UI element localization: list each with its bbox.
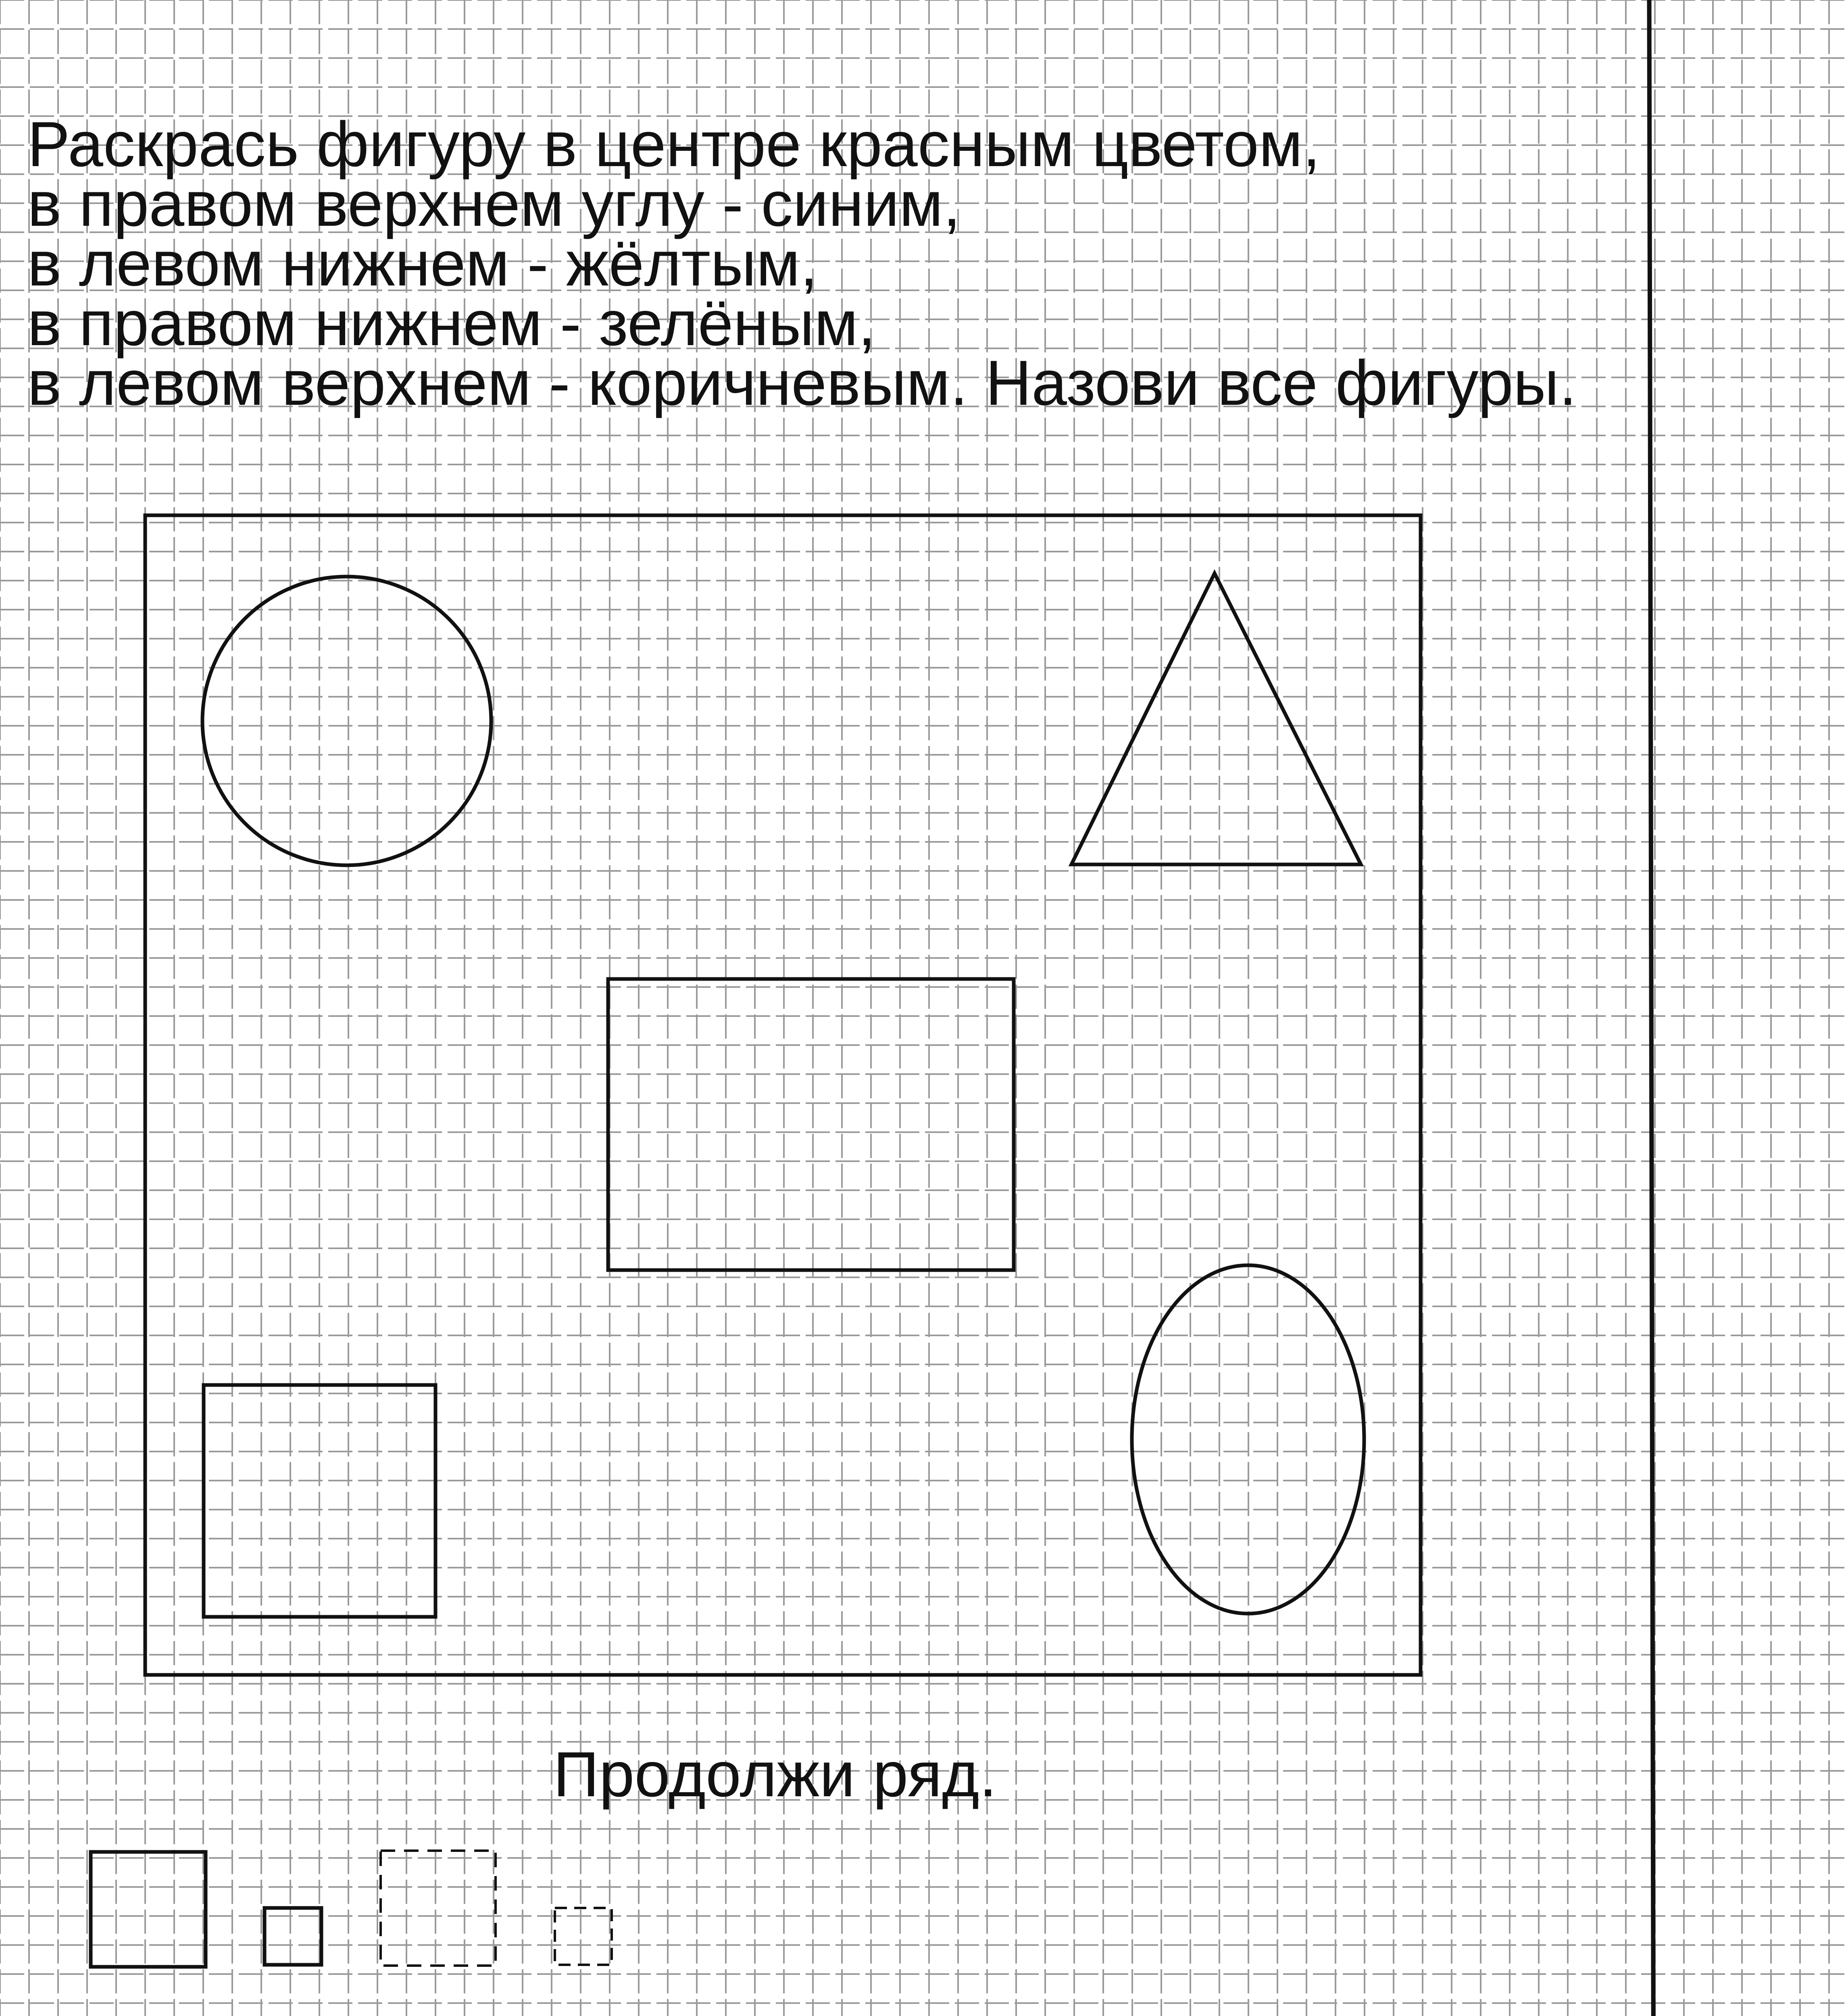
instruction-line-5: в левом верхнем - коричневым. Назови все фигуры. [27, 348, 1577, 419]
instruction-line-2: в правом верхнем углу - синим, [27, 169, 961, 240]
instruction-line-1: Раскрась фигуру в центре красным цветом, [27, 109, 1321, 180]
instruction-line-3: в левом нижнем - жёлтым, [27, 228, 818, 299]
pattern-task-title: Продолжи ряд. [553, 1739, 997, 1810]
instruction-line-4: в правом нижнем - зелёным, [27, 288, 876, 359]
